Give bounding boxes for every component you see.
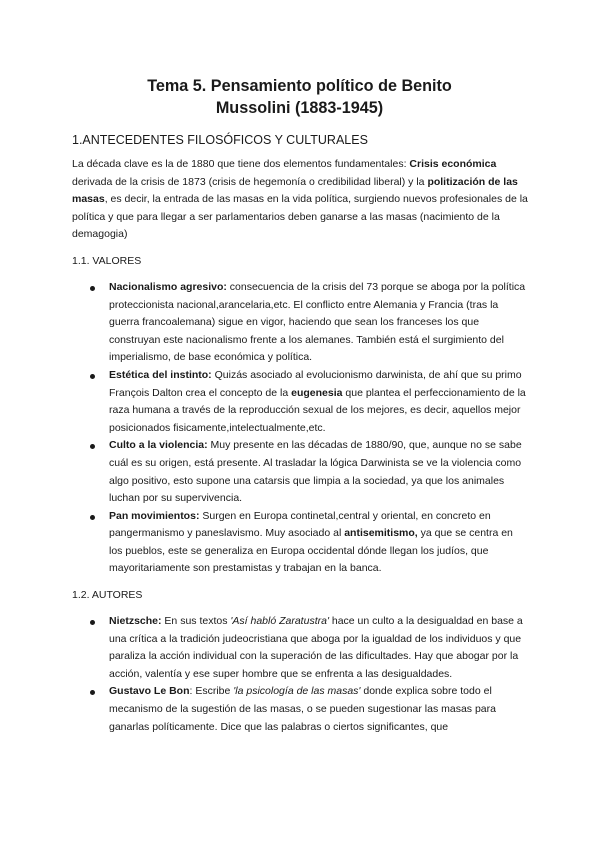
title-line-1: Tema 5. Pensamiento político de Benito xyxy=(147,77,452,95)
item-text: donde explica sobre todo el mecanismo de la sugestión de las masas, o se pueden sugestionar las masas para ganarlas políticamente. Dice que las palabras o ciertos significantes, que xyxy=(109,685,496,733)
intro-text-2: derivada de la crisis de 1873 (crisis de hegemonía o credibilidad liberal) y la xyxy=(72,175,428,188)
item-text: Muy presente en las décadas de 1880/90, que, aunque no se sabe cuál es su origen, está presente. Al trasladar la lógica Darwinista se ve la violencia como algo positivo, esto supone una catarsis que limpia a la sociedad, ya que los animales luchan por su supervivencia. xyxy=(109,439,522,505)
item-text: Quizás asociado al evolucionismo darwinista, de ahí que su primo François Dalton crea el concepto de la xyxy=(109,368,522,399)
item-term: Culto a la violencia: xyxy=(109,439,208,452)
item-term: Pan movimientos: xyxy=(109,509,200,522)
item-book-title: 'Así habló Zaratustra' xyxy=(230,615,329,628)
item-text: En sus textos xyxy=(161,615,231,628)
autores-list xyxy=(72,613,528,736)
bullet-icon xyxy=(90,690,95,695)
intro-bold-politizacion: politización de las masas xyxy=(72,175,518,206)
item-term: Nietzsche: xyxy=(109,615,162,628)
intro-paragraph xyxy=(72,156,528,244)
item-text: Surgen en Europa continetal,central y oriental, en concreto en pangermanismo y paneslavismo. Muy asociado al xyxy=(109,509,491,540)
item-book-title: 'la psicología de las masas' xyxy=(233,685,361,698)
list-item xyxy=(72,683,528,736)
item-text: hace un culto a la desigualdad en base a una crítica a la tradición judeocristiana que aboga por la igualdad de los individuos y que paraliza la acción individual con la superación de las dificultades. Hay que abogar por la acción, valentía y ese super hombre que se enfrenta a las desigualdades. xyxy=(109,615,523,680)
item-term: Nacionalismo agresivo: xyxy=(109,280,227,293)
subsection-heading-autores: 1.2. AUTORES xyxy=(72,589,143,602)
title-line-2: Mussolini (1883-1945) xyxy=(215,99,384,117)
subsection-heading-valores: 1.1. VALORES xyxy=(72,254,142,267)
intro-bold-crisis: Crisis económica xyxy=(409,158,497,170)
document-title xyxy=(72,75,527,119)
valores-list xyxy=(72,279,528,578)
intro-text-1: La década clave es la de 1880 que tiene dos elementos fundamentales: xyxy=(72,158,410,170)
bullet-icon xyxy=(90,515,95,520)
item-text: consecuencia de la crisis del 73 porque se aboga por la política proteccionista nacional,arancelaria,etc. El conflicto entre Alemania y Francia (tras la guerra francoalemana) sigue en vigor, haciendo que sean los franceses los que construyan este nacionalismo frente a los alemanes. También está el surgimiento del imperialismo, de base económica y política. xyxy=(109,280,526,364)
list-item xyxy=(72,437,528,507)
item-term: Gustavo Le Bon xyxy=(109,685,190,698)
bullet-icon xyxy=(90,374,95,379)
list-item xyxy=(72,367,528,437)
item-bold-term: eugenesia xyxy=(291,386,343,399)
list-item xyxy=(72,279,528,367)
list-item xyxy=(72,613,528,683)
item-text: ya que se centra en los pueblos, este se generaliza en Europa occidental dónde llegan los judíos, que mayoritariamente son prestamistas y trabajan en la banca. xyxy=(109,527,513,575)
bullet-icon xyxy=(90,286,95,291)
item-text: que plantea el perfeccionamiento de la raza humana a través de la reproducción sexual de los mejores, es decir, aquellos mejor posicionados fisicamente,intelectualmente,etc. xyxy=(109,386,526,434)
bullet-icon xyxy=(90,620,95,625)
list-item xyxy=(72,508,528,578)
section-heading-antecedentes: 1.ANTECEDENTES FILOSÓFICOS Y CULTURALES xyxy=(72,133,368,147)
document-body xyxy=(72,132,528,736)
item-term: Estética del instinto: xyxy=(109,368,212,381)
intro-text-3: , es decir, la entrada de las masas en la vida política, surgiendo nuevos profesionales de la política y que para llegar a ser parlamentarios deben ganarse a las masas (nacimiento de la demagogia) xyxy=(72,193,528,241)
bullet-icon xyxy=(90,444,95,449)
item-text: : Escribe xyxy=(189,685,234,698)
item-bold-term: antisemitismo, xyxy=(344,527,418,540)
